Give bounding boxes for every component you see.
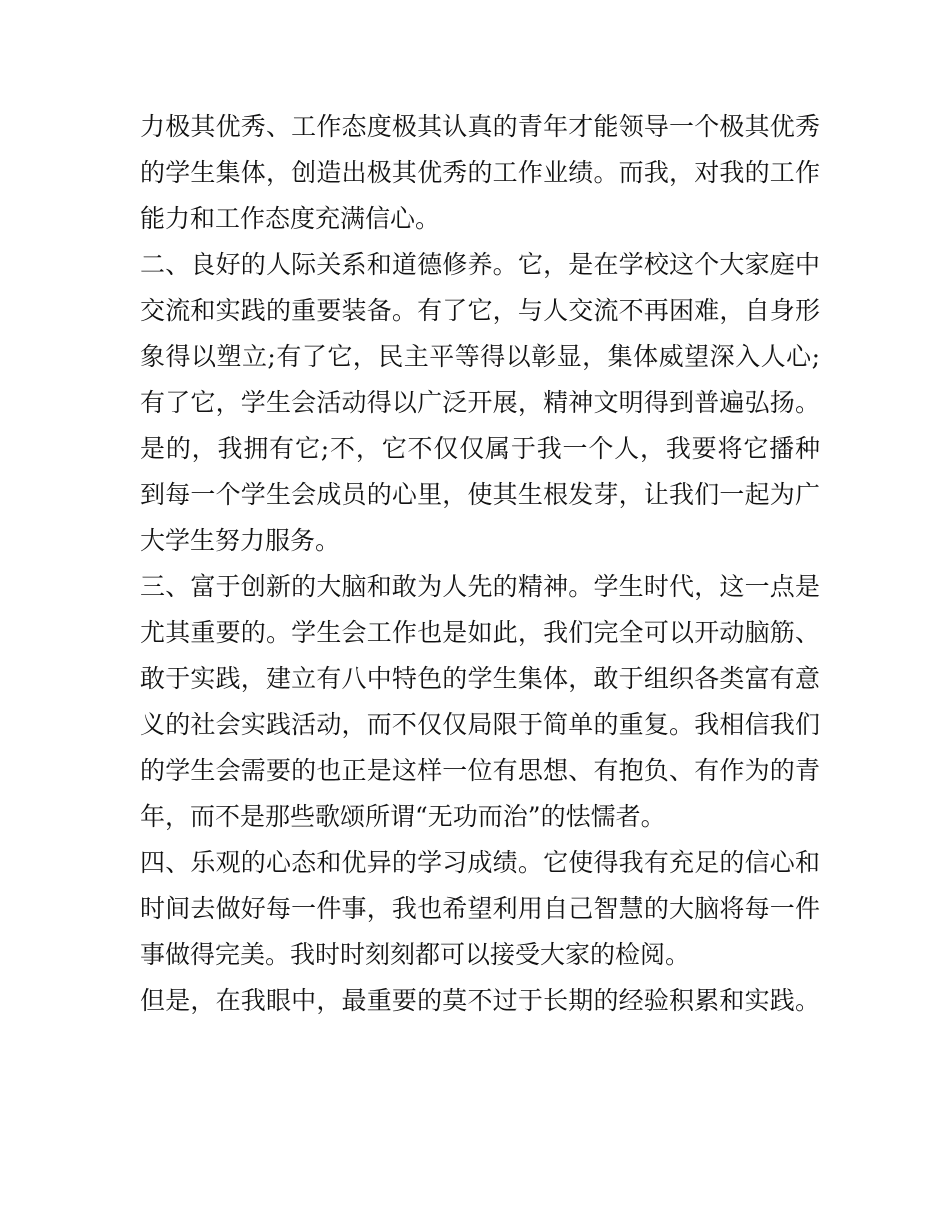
text-line: 四、乐观的心态和优异的学习成绩。它使得我有充足的信心和: [140, 848, 820, 877]
text-line: 力极其优秀、工作态度极其认真的青年才能领导一个极其优秀: [140, 112, 820, 141]
text-line: 三、富于创新的大脑和敢为人先的精神。学生时代，这一点是: [140, 572, 820, 601]
text-line: 但是，在我眼中，最重要的莫不过于长期的经验积累和实践。: [140, 986, 820, 1015]
text-line: 有了它，学生会活动得以广泛开展，精神文明得到普遍弘扬。: [140, 388, 820, 417]
text-line: 交流和实践的重要装备。有了它，与人交流不再困难，自身形: [140, 296, 820, 325]
text-line: 的学生集体，创造出极其优秀的工作业绩。而我，对我的工作: [140, 158, 820, 187]
text-line: 能力和工作态度充满信心。: [140, 204, 441, 233]
text-line: 敢于实践，建立有八中特色的学生集体，敢于组织各类富有意: [140, 664, 820, 693]
text-line: 是的，我拥有它;不，它不仅仅属于我一个人，我要将它播种: [140, 434, 820, 463]
text-line: 到每一个学生会成员的心里，使其生根发芽，让我们一起为广: [140, 480, 820, 509]
text-line: 时间去做好每一件事，我也希望利用自己智慧的大脑将每一件: [140, 894, 820, 923]
text-line: 事做得完美。我时时刻刻都可以接受大家的检阅。: [140, 940, 691, 969]
text-line: 二、良好的人际关系和道德修养。它，是在学校这个大家庭中: [140, 250, 820, 279]
text-line: 尤其重要的。学生会工作也是如此，我们完全可以开动脑筋、: [140, 618, 820, 647]
text-line: 年，而不是那些歌颂所谓“无功而治”的怯懦者。: [140, 802, 666, 831]
document-body: [140, 104, 820, 1024]
text-line: 大学生努力服务。: [140, 526, 341, 555]
text-line: 象得以塑立;有了它，民主平等得以彰显，集体威望深入人心;: [140, 342, 820, 371]
text-line: 的学生会需要的也正是这样一位有思想、有抱负、有作为的青: [140, 756, 820, 785]
text-line: 义的社会实践活动，而不仅仅局限于简单的重复。我相信我们: [140, 710, 820, 739]
